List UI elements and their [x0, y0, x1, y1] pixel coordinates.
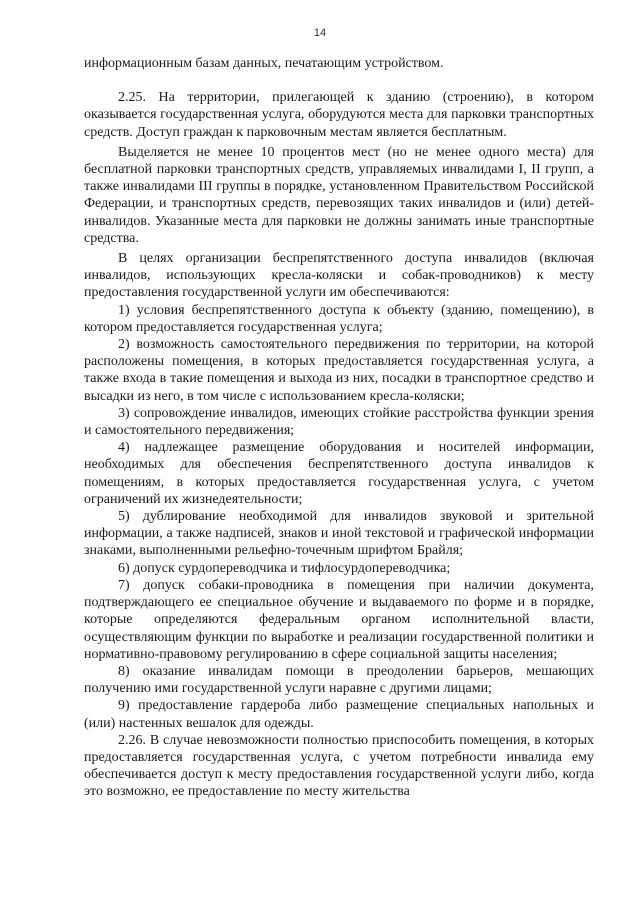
list-item-5: 5) дублирование необходимой для инвалидов звуковой и зрительной информации, а также надписей, знаков и иной текстовой и графической информации знаками, выполненными рельефно-точечным шрифтом Брайля; [84, 509, 594, 559]
list-item-3: 3) сопровождение инвалидов, имеющих стойкие расстройства функции зрения и самостоятельного передвижения; [84, 405, 594, 439]
paragraph-continuation: информационным базам данных, печатающим устройством. [84, 56, 444, 71]
list-item-4: 4) надлежащее размещение оборудования и носителей информации, необходимых для обеспечения беспрепятственного доступа инвалидов к помещениям, в которых предоставляется государственная услуга, с учетом ограничений их жизнедеятельности; [84, 440, 594, 507]
page-number: 14 [313, 27, 327, 39]
document-body [84, 55, 594, 801]
paragraph-parking-quota: Выделяется не менее 10 процентов мест (но не менее одного места) для бесплатной парковки транспортных средств, управляемых инвалидами I, II групп, а также инвалидами III группы в порядке, установленном Правительством Российской Федерации, и транспортных средств, перевозящих таких инвалидов и (или) детей-инвалидов. Указанные места для парковки не должны занимать иные транспортные средства. [84, 144, 594, 246]
paragraph-2-26: 2.26. В случае невозможности полностью приспособить помещения, в которых предоставляется государственная услуга, с учетом потребности инвалида ему обеспечивается доступ к месту предоставления государственной услуги либо, когда это возможно, ее предоставление по месту жительства [84, 732, 594, 800]
list-item-8: 8) оказание инвалидам помощи в преодолении барьеров, мешающих получению ими государственной услуги наравне с другими лицами; [84, 663, 594, 697]
list-item-7: 7) допуск собаки-проводника в помещения при наличии документа, подтверждающего ее специальное обучение и выдаваемого по форме и в порядке, которые определяются федеральным органом исполнительной власти, осуществляющим функции по выработке и реализации государственной политики и нормативно-правовому регулированию в сфере социальной защиты населения; [84, 577, 594, 662]
list-item-9: 9) предоставление гардероба либо размещение специальных напольных и (или) настенных вешалок для одежды. [84, 698, 594, 731]
paragraph-accessibility-intro: В целях организации беспрепятственного доступа инвалидов (включая инвалидов, использующих кресла-коляски и собак-проводников) к месту предоставления государственной услуги им обеспечиваются: [84, 251, 594, 301]
paragraph-2-25: 2.25. На территории, прилегающей к зданию (строению), в котором оказывается государственная услуга, оборудуются места для парковки транспортных средств. Доступ граждан к парковочным местам является бесплатным. [84, 90, 594, 140]
list-item-6: 6) допуск сурдопереводчика и тифлосурдопереводчика; [118, 560, 451, 576]
list-item-2: 2) возможность самостоятельного передвижения по территории, на которой расположены помещения, в которых предоставляется государственная услуга, а также входа в такие помещения и выхода из них, посадки в транспортное средство и высадки из него, в том числе с использованием кресла-коляски; [84, 337, 594, 404]
list-item-1: 1) условия беспрепятственного доступа к объекту (зданию, помещению), в котором предоставляется государственная услуга; [84, 302, 594, 335]
